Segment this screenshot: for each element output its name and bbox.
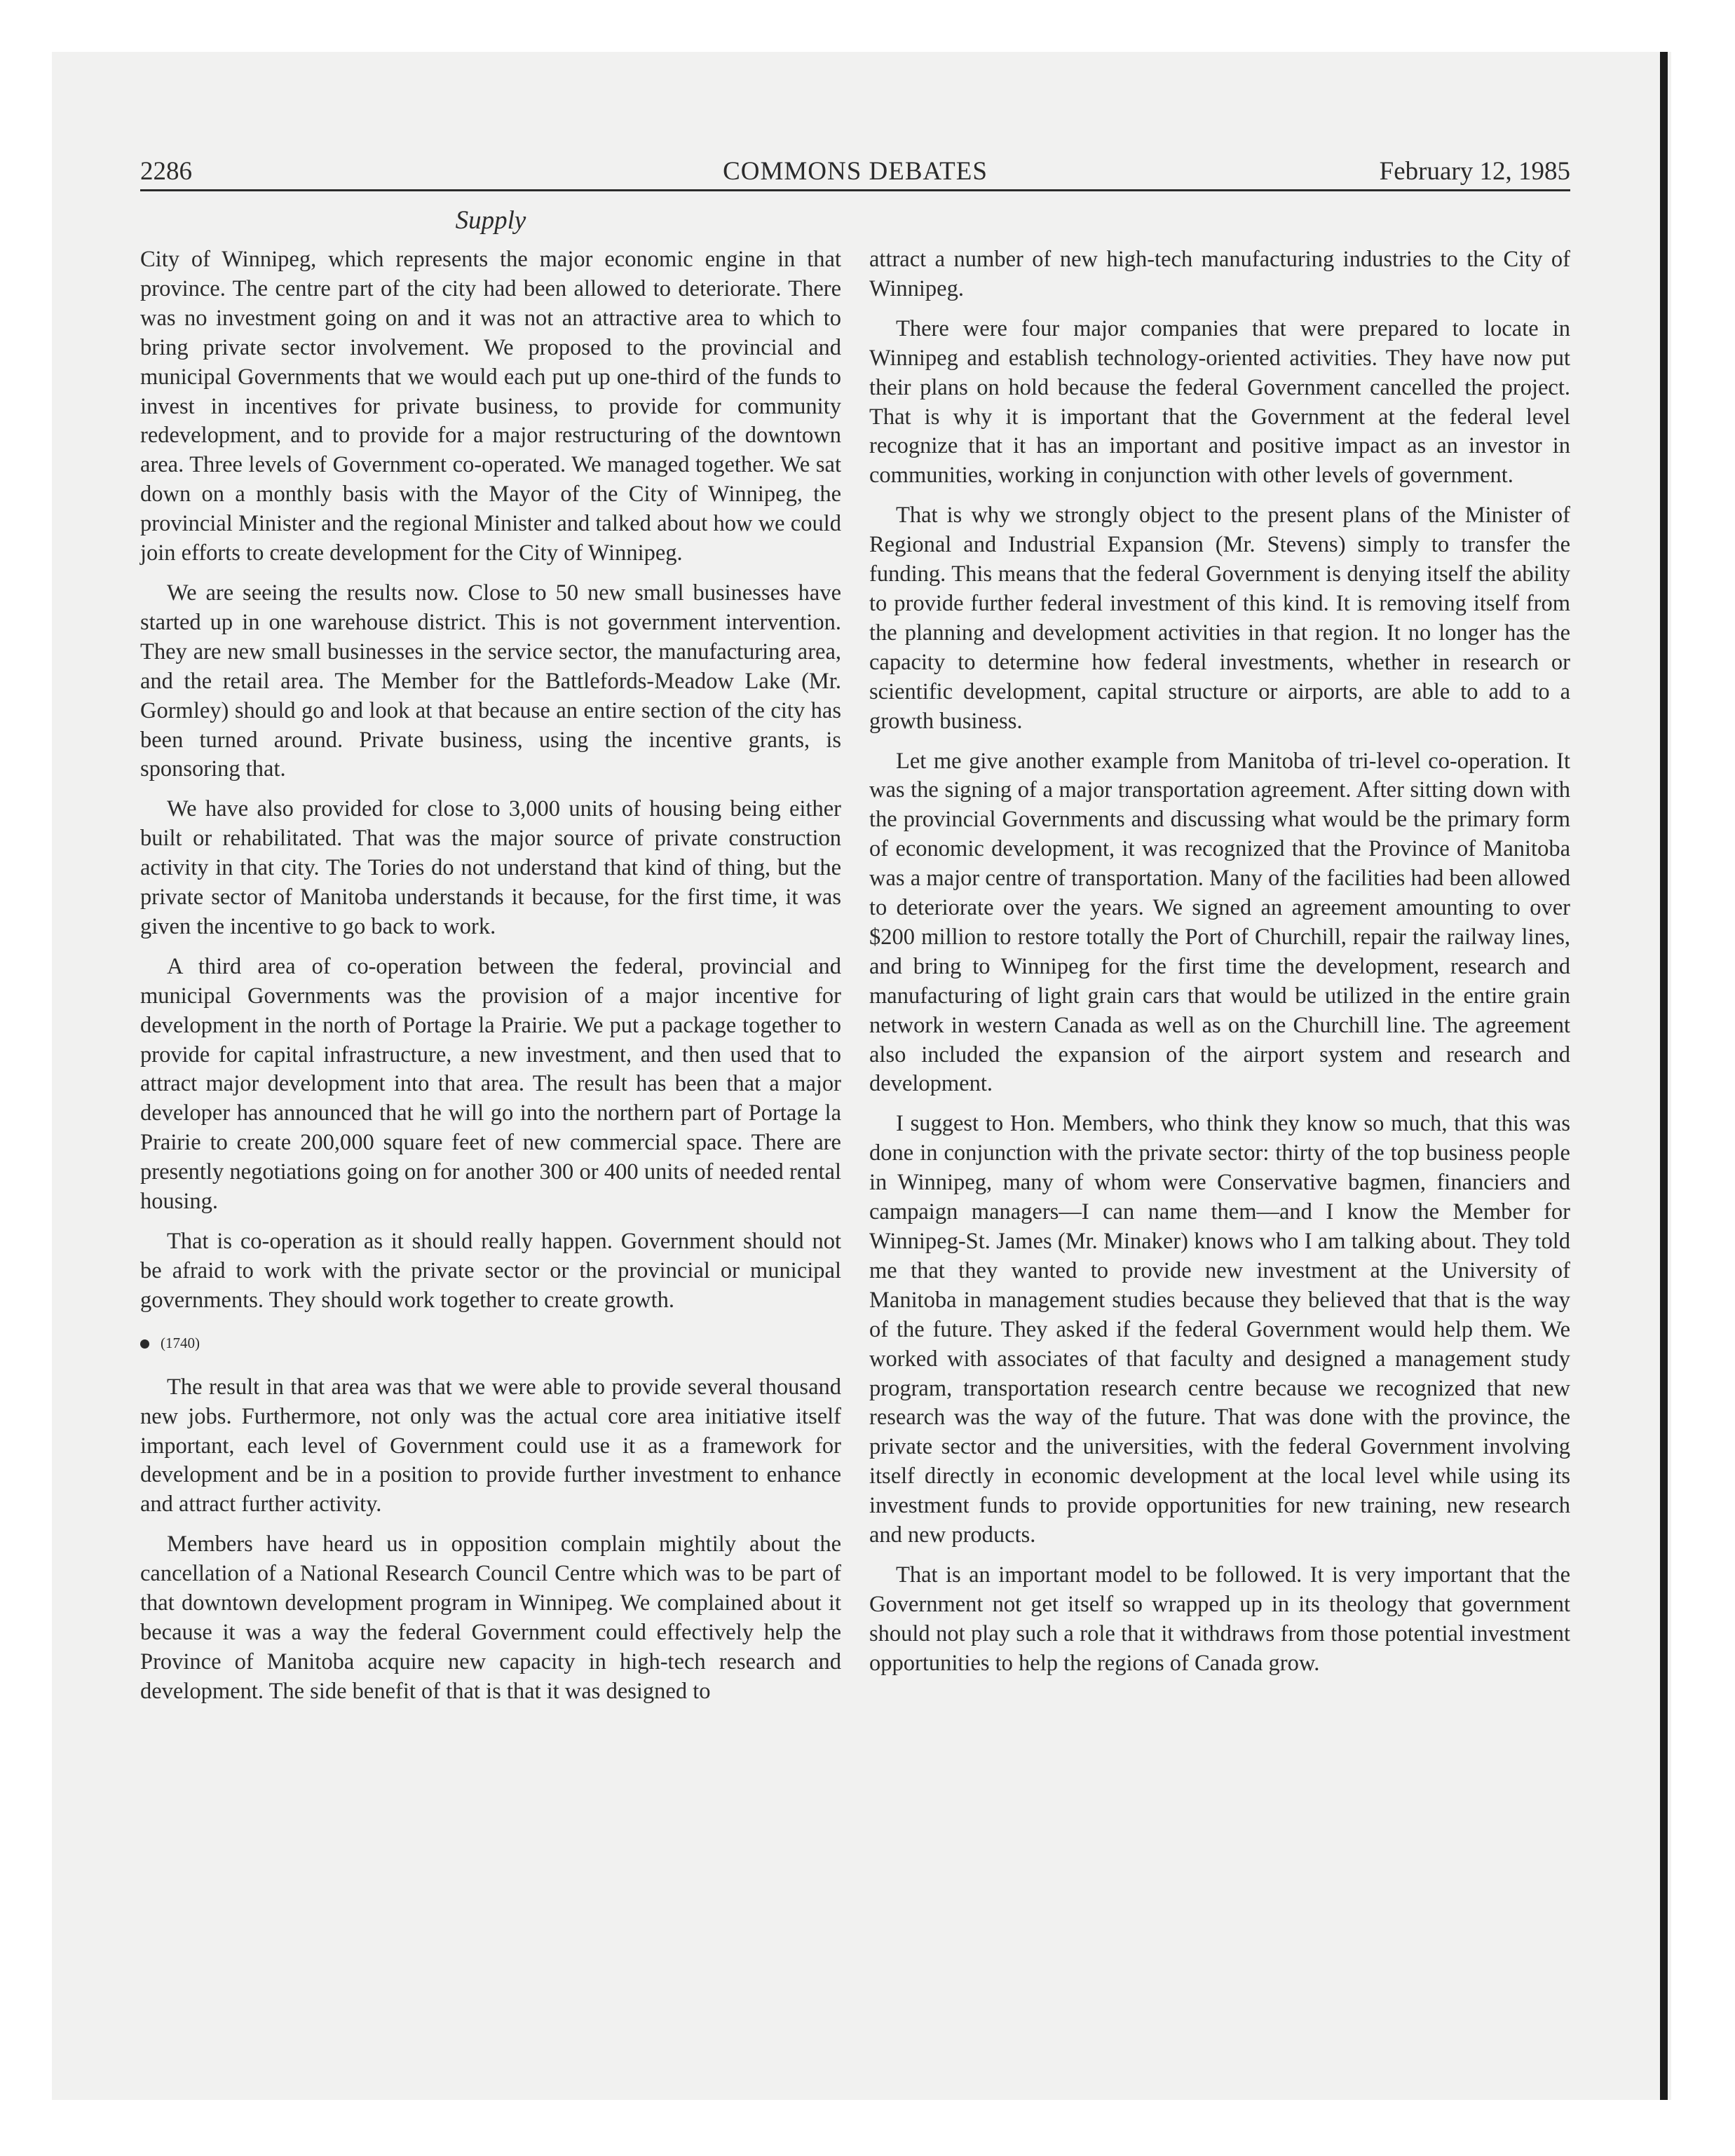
paragraph: That is why we strongly object to the present plans of the Minister of Regional and Industrial Expansion (Mr. Stevens) simply to transfer the funding. This means that the federal Government is denying itself the ability to provide further federal investment of this kind. It is removing itself from the planning and development activities in that region. It no longer has the capacity to determine how federal investments, whether in research or scientific development, capital structure or airports, are able to add to a growth business.: [869, 503, 1570, 734]
paragraph: We have also provided for close to 3,000 units of housing being either built or rehabilitated. That was the major source of private construction activity in that city. The Tories do not understand that kind of thing, but the private sector of Manitoba understands it because, for the first time, it was given the incentive to go back to work.: [140, 796, 841, 939]
paragraph: The result in that area was that we were able to provide several thousand new jobs. Furthermore, not only was the actual core area initiative itself important, each level of Government could use it as a framework for development and be in a position to provide further investment to enhance and attract further activity.: [140, 1374, 841, 1517]
bullet-icon: [140, 1339, 149, 1349]
page-number: 2286: [140, 157, 192, 186]
paragraph: Members have heard us in opposition complain mightily about the cancellation of a National Research Council Centre which was to be part of that downtown development program in Winnipeg. We complained about it because it was a way the federal Government could effectively help the Province of Manitoba acquire new capacity in high-tech research and development. The side benefit of that is that it was designed to: [140, 1531, 841, 1704]
paragraph: attract a number of new high-tech manufacturing industries to the City of Winnipeg.: [869, 247, 1570, 301]
paragraph: A third area of co-operation between the federal, provincial and municipal Governments was the provision of a major incentive for development in the north of Portage la Prairie. We put a package together to provide for capital infrastructure, a new investment, and then used that to attract major development into that area. The result has been that a major developer has announced that he will go into the northern part of Portage la Prairie to create 200,000 square feet of new commercial space. There are presently negotiations going on for another 300 or 400 units of needed rental housing.: [140, 953, 841, 1215]
timestamp: (1740): [161, 1334, 200, 1351]
paragraph: I suggest to Hon. Members, who think they know so much, that this was done in conjunction with the private sector: thirty of the top business people in Winnipeg, many of whom were Conservative bagmen, financiers and campaign managers—I can name them—and I know the Member for Winnipeg-St. James (Mr. Minaker) knows who I am talking about. They told me that they wanted to provide new investment at the University of Manitoba in management studies because they believed that that is the way of the future. They asked if the federal Government would help them. We worked with associates of that faculty and designed a management study program, transportation research centre because we recognized that new research was the way of the future. That was done with the province, the private sector and the universities, with the federal Government involving itself directly in economic development at the local level while using its investment funds to provide opportunities for new training, new research and new products.: [869, 1111, 1570, 1548]
left-column: [140, 245, 841, 1717]
paragraph: Let me give another example from Manitoba of tri-level co-operation. It was the signing of a major transportation agreement. After sitting down with the provincial Governments and discussing what would be the primary form of economic development, it was recognized that the Province of Manitoba was a major centre of transportation. Many of the facilities had been allowed to deteriorate over the years. We signed an agreement amounting to over $200 million to restore totally the Port of Churchill, repair the railway lines, and bring to Winnipeg for the first time the development, research and manufacturing of light grain cars that would be utilized in the entire grain network in western Canada as well as on the Churchill line. The agreement also included the expansion of the airport system and research and development.: [869, 748, 1570, 1097]
time-marker: [140, 1331, 841, 1355]
page-header: [140, 153, 1570, 191]
paragraph: City of Winnipeg, which represents the major economic engine in that province. The centre part of the city had been allowed to deteriorate. There was no investment going on and it was not an attractive area to which to bring private sector involvement. We proposed to the provincial and municipal Governments that we would each put up one-third of the funds to invest in incentives for private business, to provide for community redevelopment, and to provide for a major restructuring of the downtown area. Three levels of Government co-operated. We managed together. We sat down on a monthly basis with the Mayor of the City of Winnipeg, the provincial Minister and the regional Minister and talked about how we could join efforts to create development for the City of Winnipeg.: [140, 247, 841, 566]
scan-edge-bar: [1660, 52, 1668, 2100]
paragraph: That is an important model to be followed. It is very important that the Government not get itself so wrapped up in its theology that government should not play such a role that it withdraws from those potential investment opportunities to help the regions of Canada grow.: [869, 1562, 1570, 1676]
header-rule: [140, 189, 1570, 191]
publication-title: COMMONS DEBATES: [723, 157, 988, 186]
paragraph: That is co-operation as it should really happen. Government should not be afraid to work with the private sector or the provincial or municipal governments. They should work together to create growth.: [140, 1229, 841, 1313]
paragraph: There were four major companies that were prepared to locate in Winnipeg and establish technology-oriented activities. They have now put their plans on hold because the federal Government cancelled the project. That is why it is important that the Government at the federal level recognize that it has an important and positive impact as an investor in communities, working in conjunction with other levels of government.: [869, 315, 1570, 489]
section-heading: Supply: [455, 206, 526, 235]
page-date: February 12, 1985: [1379, 157, 1570, 186]
paragraph: We are seeing the results now. Close to 50 new small businesses have started up in one warehouse district. This is not government intervention. They are new small businesses in the service sector, the manufacturing area, and the retail area. The Member for the Battlefords-Meadow Lake (Mr. Gormley) should go and look at that because an entire section of the city has been turned around. Private business, using the incentive grants, is sponsoring that.: [140, 580, 841, 782]
right-column: [869, 245, 1570, 1689]
